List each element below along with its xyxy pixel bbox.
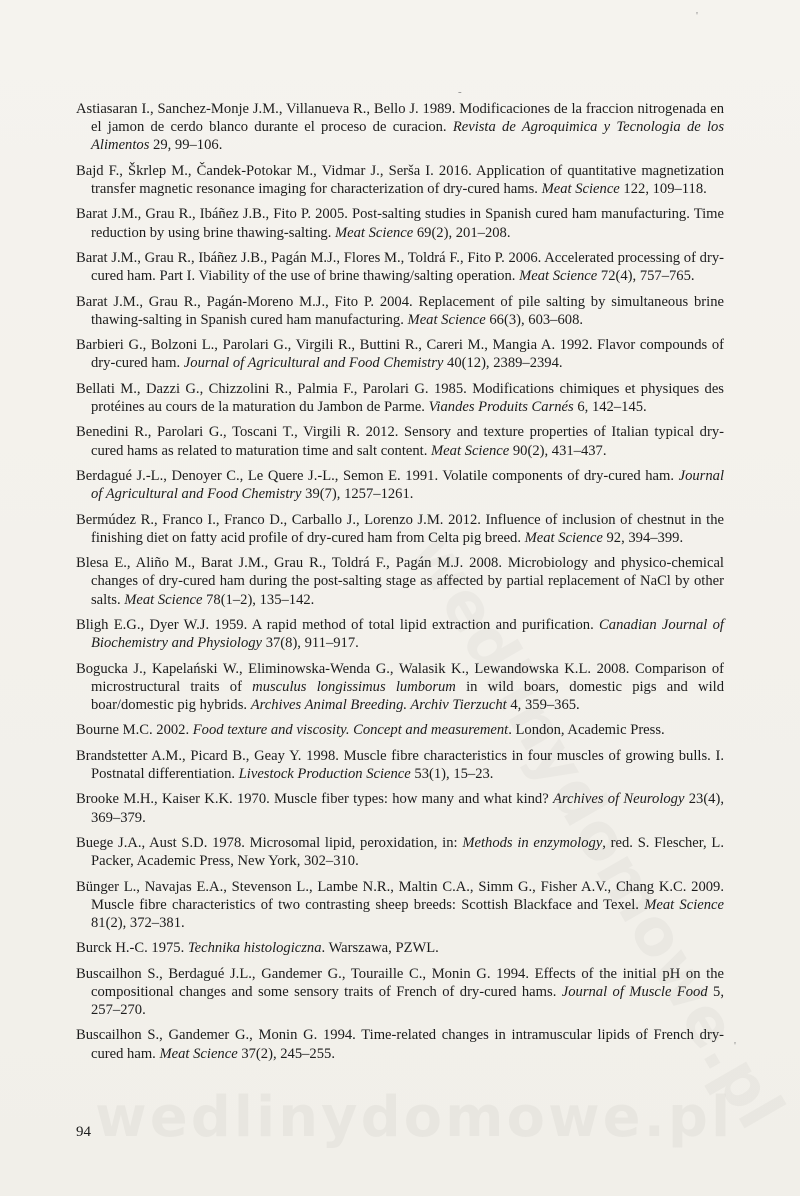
reference-text: 37(8), 911–917.	[262, 635, 359, 652]
reference-text: 6, 142–145.	[573, 398, 647, 415]
reference-text: 39(7), 1257–1261.	[301, 486, 414, 503]
reference-text: Buscailhon S., Berdagué J.L., Gandemer G., Touraille C., Monin G. 1994. Effects of the initial pH on the compositional changes and some sensory traits of French of dry-cured hams.	[76, 965, 724, 1000]
reference-entry	[76, 249, 724, 285]
reference-source-title: Journal of Agricultural and Food Chemistry	[91, 467, 724, 503]
reference-source-title: Meat Science	[124, 591, 203, 608]
reference-source-title: Journal of Agricultural and Food Chemistry	[183, 355, 444, 372]
reference-source-title: Journal of Muscle Food	[561, 983, 708, 1000]
reference-text: Bellati M., Dazzi G., Chizzolini R., Palmia F., Parolari G. 1985. Modifications chimiques et physiques des protéines au cours de la maturation du Jambon de Parme.	[76, 380, 724, 415]
reference-source-title: Meat Science	[519, 268, 598, 285]
reference-source-title: musculus longissimus lumborum	[252, 678, 456, 695]
reference-text: 29, 99–106.	[149, 137, 223, 154]
reference-source-title: Archives Animal Breeding. Archiv Tierzucht	[250, 696, 507, 713]
reference-entry	[76, 878, 724, 933]
reference-text: Brooke M.H., Kaiser K.K. 1970. Muscle fiber types: how many and what kind?	[76, 791, 553, 808]
reference-entry	[76, 660, 724, 715]
reference-text: Brandstetter A.M., Picard B., Geay Y. 1998. Muscle fibre characteristics in four muscles of growing bulls. I. Postnatal differentiation.	[76, 747, 724, 782]
reference-entry	[76, 293, 724, 329]
reference-text: Bogucka J., Kapelański W., Eliminowska-Wenda G., Walasik K., Lewandowska K.L. 2008. Comparison of microstructural traits of	[76, 660, 724, 695]
reference-text: Barbieri G., Bolzoni L., Parolari G., Virgili R., Buttini R., Careri M., Mangia A. 1992. Flavor compounds of dry-cured ham.	[76, 337, 724, 372]
scan-mark: '	[696, 10, 698, 22]
reference-text: Bajd F., Škrlep M., Čandek-Potokar M., Vidmar J., Serša I. 2016. Application of quantitative magnetization transfer magnetic resonance imaging for characterization of dry-cured hams.	[76, 162, 724, 197]
reference-entry	[76, 511, 724, 547]
reference-text: Barat J.M., Grau R., Pagán-Moreno M.J., Fito P. 2004. Replacement of pile salting by simultaneous brine thawing-salting in Spanish cured ham manufacturing.	[76, 293, 724, 328]
reference-list	[76, 100, 724, 1070]
reference-entry	[76, 336, 724, 372]
reference-source-title: Technika histologiczna	[187, 940, 322, 957]
reference-entry	[76, 423, 724, 459]
reference-text: Blesa E., Aliño M., Barat J.M., Grau R., Toldrá F., Pagán M.J. 2008. Microbiology and physico-chemical changes of dry-cured ham during the post-salting stage as affected by partial replacement of NaCl by other salts.	[76, 555, 724, 608]
reference-text: Bligh E.G., Dyer W.J. 1959. A rapid method of total lipid extraction and purification.	[76, 616, 600, 633]
reference-text: 122, 109–118.	[619, 181, 707, 197]
reference-text: 4, 359–365.	[506, 696, 580, 713]
scan-mark: '	[734, 1040, 736, 1052]
reference-source-title: Viandes Produits Carnés	[428, 398, 574, 415]
reference-source-title: Meat Science	[644, 896, 724, 913]
reference-text: 90(2), 431–437.	[509, 442, 607, 459]
reference-entry	[76, 1026, 724, 1062]
reference-text: 23(4), 369–379.	[91, 791, 724, 826]
reference-source-title: Methods in enzymology	[462, 834, 603, 851]
reference-entry	[76, 790, 724, 826]
reference-text: Barat J.M., Grau R., Ibáñez J.B., Pagán M.J., Flores M., Toldrá F., Fito P. 2006. Accelerated processing of dry-cured ham. Part I. Viability of the use of brine thawing/salting operation.	[76, 249, 724, 285]
reference-text: 66(3), 603–608.	[485, 311, 584, 328]
reference-text: 5, 257–270.	[91, 983, 725, 1019]
reference-text: Buscailhon S., Gandemer G., Monin G. 1994. Time-related changes in intramuscular lipids of French dry-cured ham.	[76, 1027, 724, 1062]
reference-source-title: Meat Science	[335, 224, 414, 241]
reference-text: Berdagué J.-L., Denoyer C., Le Quere J.-L., Semon E. 1991. Volatile components of dry-cured ham.	[76, 467, 679, 484]
reference-text: 37(2), 245–255.	[237, 1045, 335, 1062]
reference-entry	[76, 721, 724, 739]
reference-text: 92, 394–399.	[602, 529, 684, 546]
reference-text: 72(4), 757–765.	[597, 268, 695, 285]
reference-text: Bünger L., Navajas E.A., Stevenson L., Lambe N.R., Maltin C.A., Simm G., Fisher A.V., Chang K.C. 2009. Muscle fibre characteristics of two contrasting sheep breeds: Scottish Blackface and Texel.	[76, 878, 724, 913]
reference-source-title: Meat Science	[407, 311, 486, 328]
reference-entry	[76, 162, 724, 198]
reference-entry	[76, 747, 724, 783]
reference-text: . London, Academic Press.	[508, 722, 665, 739]
reference-source-title: Meat Science	[541, 181, 620, 197]
reference-source-title: Meat Science	[159, 1045, 238, 1062]
reference-text: 81(2), 372–381.	[91, 914, 185, 931]
reference-text: Burck H.-C. 1975.	[76, 940, 188, 957]
reference-text: 53(1), 15–23.	[410, 765, 494, 782]
reference-text: Barat J.M., Grau R., Ibáñez J.B., Fito P. 2005. Post-salting studies in Spanish cured ham manufacturing. Time reduction by using brine thawing-salting.	[76, 206, 724, 241]
reference-entry	[76, 554, 724, 609]
reference-source-title: Meat Science	[524, 529, 603, 546]
reference-text: Astiasaran I., Sanchez-Monje J.M., Villanueva R., Bello J. 1989. Modificaciones de la fraccion nitrogenada en el jamon de cerdo blanco durante el proceso de curacion.	[76, 101, 724, 136]
watermark	[95, 1085, 735, 1150]
reference-text: . Warszawa, PZWL.	[321, 940, 439, 957]
reference-text: Bermúdez R., Franco I., Franco D., Carballo J., Lorenzo J.M. 2012. Influence of inclusion of chestnut in the finishing diet on fatty acid profile of dry-cured ham from Celta pig breed.	[76, 511, 724, 546]
reference-source-title: Livestock Production Science	[238, 765, 411, 782]
scan-mark: -	[458, 86, 462, 98]
reference-source-title: Revista de Agroquimica y Tecnologia de los Alimentos	[91, 119, 724, 154]
reference-source-title: Food texture and viscosity. Concept and measurement	[192, 722, 509, 739]
reference-source-title: Meat Science	[431, 442, 510, 459]
reference-text: 78(1–2), 135–142.	[202, 591, 315, 608]
reference-text: Bourne M.C. 2002.	[76, 722, 193, 739]
reference-text: Buege J.A., Aust S.D. 1978. Microsomal lipid, peroxidation, in:	[76, 834, 463, 851]
reference-entry	[76, 380, 724, 416]
reference-text: 69(2), 201–208.	[413, 224, 511, 241]
reference-entry	[76, 467, 724, 503]
page-number: 94	[76, 1124, 91, 1140]
reference-entry	[76, 834, 724, 870]
reference-text: 40(12), 2389–2394.	[443, 355, 563, 372]
reference-source-title: Archives of Neurology	[552, 791, 685, 808]
reference-text: Benedini R., Parolari G., Toscani T., Virgili R. 2012. Sensory and texture properties of Italian typical dry-cured hams as related to maturation time and salt content.	[76, 424, 724, 459]
reference-entry	[76, 100, 724, 155]
reference-entry	[76, 205, 724, 241]
reference-text: in wild boars, domestic pigs and wild boar/domestic pig hybrids.	[91, 678, 724, 713]
reference-entry	[76, 965, 724, 1020]
reference-text: , red. S. Flescher, L. Packer, Academic Press, New York, 302–310.	[91, 834, 724, 870]
reference-entry	[76, 616, 724, 652]
reference-source-title: Canadian Journal of Biochemistry and Physiology	[91, 616, 724, 652]
reference-entry	[76, 939, 724, 957]
